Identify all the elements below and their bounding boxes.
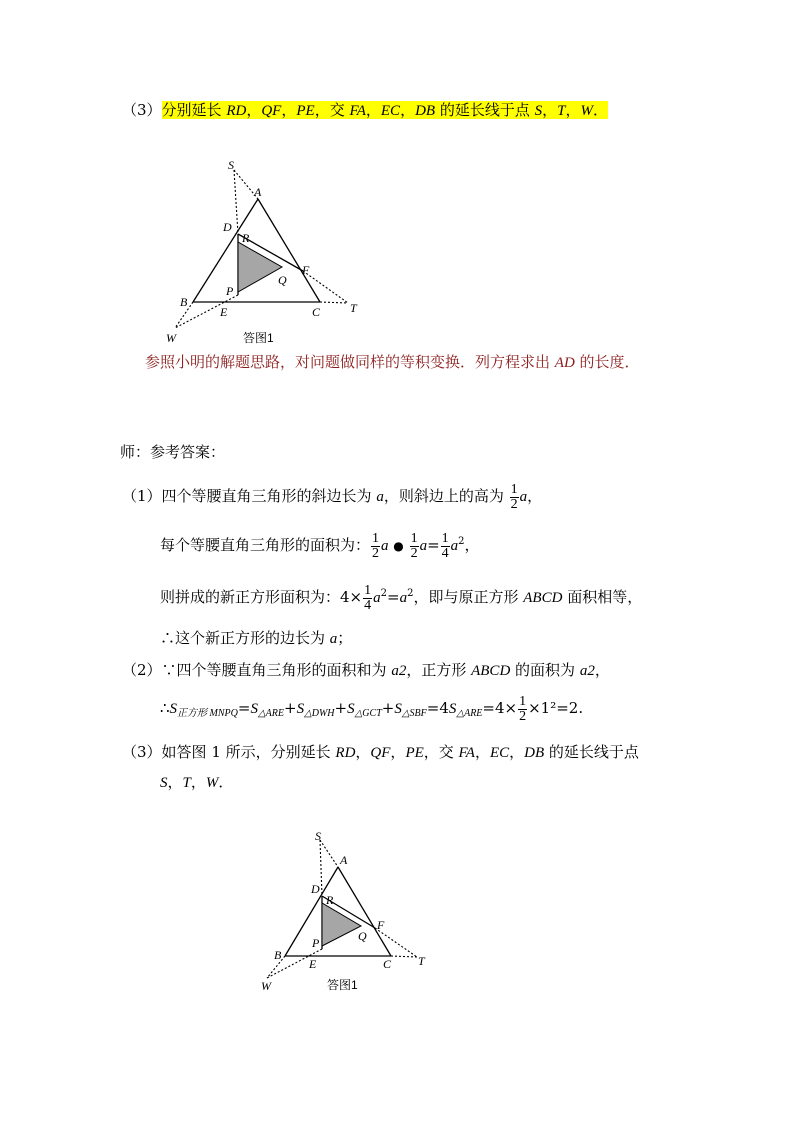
var-a2: a2 bbox=[391, 663, 407, 679]
var-s: S bbox=[394, 701, 402, 717]
seg-rd: RD bbox=[335, 745, 356, 761]
fraction-half bbox=[510, 483, 519, 512]
q2-text: ， bbox=[594, 661, 610, 679]
comma: ， bbox=[355, 743, 371, 761]
part3-text-2: ，交 bbox=[314, 101, 350, 119]
superscript: 2 bbox=[407, 588, 414, 599]
comma: ， bbox=[474, 743, 490, 761]
figure-lines bbox=[193, 199, 320, 302]
label-p: P bbox=[312, 936, 320, 950]
var-a: a bbox=[376, 489, 384, 505]
q2-line-1 bbox=[122, 660, 610, 681]
var-a: a bbox=[329, 631, 338, 647]
comma: ， bbox=[167, 773, 183, 791]
equals: = bbox=[237, 699, 251, 717]
label-s: S bbox=[315, 829, 321, 843]
part3-text-3: 的延长线于点 bbox=[435, 101, 535, 119]
seg-fa: FA bbox=[349, 103, 366, 119]
ext-sd bbox=[320, 840, 322, 896]
part3-number: （3） bbox=[122, 101, 162, 119]
q1-text: ； bbox=[337, 629, 353, 647]
shaded-triangle bbox=[322, 903, 361, 946]
label-a: A bbox=[340, 853, 348, 867]
seg-ec: EC bbox=[380, 103, 401, 119]
subscript: △ARE bbox=[257, 708, 284, 719]
var-s: S bbox=[448, 701, 457, 717]
ext-ct bbox=[320, 302, 348, 303]
q3-text: 的延长线于点 bbox=[544, 743, 639, 761]
label-d: D bbox=[311, 882, 320, 896]
label-c: C bbox=[383, 957, 392, 971]
numerator: 1 bbox=[519, 693, 527, 709]
seg-ec: EC bbox=[489, 745, 510, 761]
answer-header: 师：参考答案： bbox=[120, 443, 226, 461]
sep: ， bbox=[400, 101, 416, 119]
ext-sa bbox=[320, 840, 338, 867]
var-a: a bbox=[373, 590, 381, 606]
label-b: B bbox=[274, 948, 282, 962]
figure-caption: 答图1 bbox=[327, 978, 358, 992]
numerator: 1 bbox=[441, 530, 449, 546]
var-a: a bbox=[519, 489, 528, 505]
hint-line bbox=[145, 352, 640, 373]
denominator: 2 bbox=[510, 496, 518, 512]
q1-text: ∴这个新正方形的边长为 bbox=[160, 629, 330, 647]
label-r: R bbox=[242, 231, 250, 245]
label-f: F bbox=[377, 918, 385, 932]
numerator: 1 bbox=[410, 530, 418, 546]
sep: ， bbox=[281, 101, 297, 119]
seg-ad: AD bbox=[554, 355, 575, 371]
part3-text-1: 分别延长 bbox=[161, 101, 227, 119]
sep: ， bbox=[542, 101, 558, 119]
var-a: a bbox=[419, 538, 428, 554]
var-a: a bbox=[381, 538, 389, 554]
q1-text: 每个等腰直角三角形的面积为： bbox=[160, 536, 371, 554]
seg-db: DB bbox=[415, 103, 436, 119]
denominator: 2 bbox=[372, 545, 380, 561]
q3-line-2 bbox=[160, 772, 233, 793]
fraction-quarter bbox=[363, 584, 372, 613]
square-abcd: ABCD bbox=[471, 663, 511, 679]
q1-text: ，即与原正方形 bbox=[413, 588, 524, 606]
label-q: Q bbox=[278, 273, 287, 287]
coefficient: 4 bbox=[439, 699, 449, 717]
var-s: S bbox=[250, 701, 258, 717]
comma: ， bbox=[390, 743, 406, 761]
hint-text-1: 参照小明的解题思路，对问题做同样的等积变换．列方程求出 bbox=[145, 353, 555, 371]
subscript: △DWH bbox=[304, 708, 335, 719]
plus: + bbox=[334, 699, 348, 717]
figure-lines bbox=[285, 867, 391, 956]
sep: ， bbox=[565, 101, 581, 119]
var-s: S bbox=[296, 701, 305, 717]
q3-end: ． bbox=[218, 773, 234, 791]
dashed-extensions bbox=[175, 170, 348, 328]
geometry-figure-top bbox=[160, 152, 380, 352]
point-s: S bbox=[534, 103, 543, 119]
q3-number: （3） bbox=[122, 743, 162, 761]
fraction-half bbox=[410, 532, 419, 561]
part3-statement bbox=[122, 100, 608, 121]
subscript: △GCT bbox=[354, 708, 382, 719]
q3-line-1 bbox=[122, 742, 639, 763]
denominator: 2 bbox=[410, 545, 418, 561]
equals: = bbox=[427, 536, 440, 554]
seg-qf: QF bbox=[261, 103, 282, 119]
seg-pe: PE bbox=[405, 745, 424, 761]
label-t: T bbox=[350, 301, 357, 315]
plus: + bbox=[283, 699, 297, 717]
square-abcd: ABCD bbox=[523, 590, 563, 606]
label-b: B bbox=[180, 295, 188, 309]
sep: ， bbox=[365, 101, 381, 119]
seg-db: DB bbox=[524, 745, 545, 761]
hint-text-2: 的长度． bbox=[574, 353, 640, 371]
subscript: 正方形 MNPQ bbox=[177, 708, 238, 719]
superscript: 2 bbox=[458, 536, 465, 547]
q3-text: ，交 bbox=[423, 743, 459, 761]
fraction-half bbox=[518, 695, 527, 724]
label-c: C bbox=[312, 305, 321, 319]
fraction-half bbox=[371, 532, 380, 561]
var-a: a bbox=[450, 538, 459, 554]
denominator: 4 bbox=[364, 597, 372, 613]
comma: ， bbox=[190, 773, 206, 791]
shaded-triangle bbox=[238, 242, 282, 292]
times-four: 4× bbox=[340, 588, 363, 606]
fraction-quarter bbox=[441, 532, 450, 561]
dot-operator: ● bbox=[393, 539, 404, 553]
q2-text: 的面积为 bbox=[510, 661, 580, 679]
label-p: P bbox=[226, 284, 234, 298]
q2-text: ，正方形 bbox=[406, 661, 472, 679]
equals: = bbox=[387, 588, 400, 606]
q2-number: （2） bbox=[122, 661, 162, 679]
label-d: D bbox=[223, 220, 232, 234]
q1-text: ， bbox=[527, 487, 543, 505]
q3-text: 如答图 1 所示，分别延长 bbox=[161, 743, 336, 761]
q1-line-3 bbox=[160, 574, 642, 614]
q1-text: ，则斜边上的高为 bbox=[383, 487, 509, 505]
var-s: S bbox=[169, 701, 178, 717]
label-e: E bbox=[309, 957, 317, 971]
q2-line-2 bbox=[160, 688, 583, 728]
label-e: E bbox=[220, 305, 228, 319]
q2-text: ∵四个等腰直角三角形的面积和为 bbox=[161, 661, 392, 679]
equals: = bbox=[426, 699, 440, 717]
q1-text: 面积相等， bbox=[562, 588, 643, 606]
sep: ， bbox=[246, 101, 262, 119]
label-w: W bbox=[261, 979, 271, 993]
point-s: S bbox=[160, 775, 168, 791]
denominator: 4 bbox=[441, 545, 449, 561]
ext-qt bbox=[303, 271, 348, 303]
q1-line-2 bbox=[160, 522, 480, 562]
label-a: A bbox=[254, 185, 262, 199]
therefore-symbol: ∴ bbox=[160, 699, 170, 717]
numerator: 1 bbox=[364, 582, 372, 598]
geometry-figure-bottom bbox=[255, 825, 455, 1000]
subscript: △ARE bbox=[456, 708, 483, 719]
numerator: 1 bbox=[510, 481, 518, 497]
denominator: 2 bbox=[519, 708, 527, 724]
q1-line-1 bbox=[122, 476, 542, 516]
seg-fa: FA bbox=[458, 745, 475, 761]
superscript: 2 bbox=[380, 588, 388, 599]
var-a2: a2 bbox=[579, 663, 595, 679]
q1-line-4 bbox=[160, 628, 352, 649]
figure-caption: 答图1 bbox=[243, 331, 274, 345]
seg-pe: PE bbox=[296, 103, 315, 119]
point-t: T bbox=[557, 103, 566, 119]
ext-ct bbox=[391, 956, 417, 957]
subscript: △SBF bbox=[401, 708, 427, 719]
seg-rd: RD bbox=[226, 103, 247, 119]
label-s: S bbox=[228, 158, 234, 172]
label-r: R bbox=[326, 893, 334, 907]
numerator: 1 bbox=[372, 530, 380, 546]
q1-text: 则拼成的新正方形面积为： bbox=[160, 588, 341, 606]
var-a: a bbox=[399, 590, 408, 606]
times: × bbox=[504, 699, 518, 717]
plus: + bbox=[381, 699, 395, 717]
var-s: S bbox=[347, 701, 355, 717]
point-t: T bbox=[182, 775, 191, 791]
ext-qt bbox=[375, 928, 417, 957]
label-w: W bbox=[166, 331, 176, 345]
q1-text: ， bbox=[464, 536, 480, 554]
q1-text: 四个等腰直角三角形的斜边长为 bbox=[161, 487, 377, 505]
ext-sd bbox=[234, 170, 238, 234]
label-f: F bbox=[302, 263, 310, 277]
comma: ， bbox=[509, 743, 525, 761]
label-q: Q bbox=[358, 929, 367, 943]
result: ×1²=2. bbox=[528, 699, 584, 717]
label-t: T bbox=[418, 954, 425, 968]
part3-end: ． bbox=[593, 101, 609, 119]
equals: = bbox=[482, 699, 495, 717]
coefficient: 4 bbox=[494, 699, 505, 717]
q1-number: （1） bbox=[122, 487, 162, 505]
part3-highlight bbox=[162, 101, 608, 119]
point-w: W bbox=[580, 103, 593, 119]
point-w: W bbox=[205, 775, 219, 791]
seg-qf: QF bbox=[370, 745, 391, 761]
